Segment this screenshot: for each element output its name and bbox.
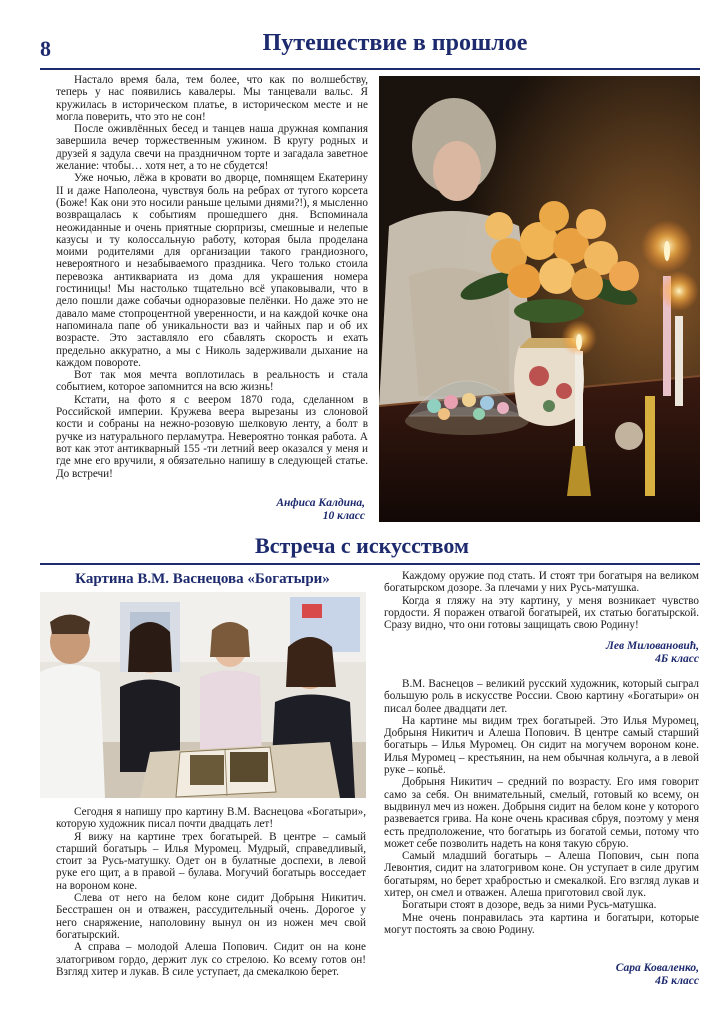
paragraph: Я вижу на картине трех богатырей. В центре – самый старший богатырь – Илья Муромец. Мудрый, справедливый, стоит за Русь-матушку. Одет он в булатные доспехи, в левой руке его щит, а в правой – булава. Могучий богатырь восседает на вороном коне. bbox=[56, 830, 366, 892]
author-name: Лев Миловановић, bbox=[605, 640, 699, 652]
paragraph: Уже ночью, лёжа в кровати во дворце, помнящем Екатерину II и даже Наполеона, чувствуя боль на ребрах от тугого корсета (Боже! Как они это носили раньше целыми днями?!), я мысленно возвращалась к событиям прошедшего дня. Вспоминала неожиданные и очень приятные сюрпризы, смешные и нелепые казусы и ту колоссальную работу, которая была проделана моими родителями для организации такого грандиозного, невероятного и незабываемого праздника. Чего только стоила перевозка антиквариата из дома для украшения номера гостиницы! Мы настолько тщательно всё упаковывали, что в дело пошли даже собачьи одноразовые пелёнки. Но даже это не давало маме стопроцентной уверенности, и на каждой кочке она напоминала папе об уникальности ваз и чайных пар и об их возрасте. Это заставляло его сбавлять скорость и ехать предельно аккуратно, а мы с Николь задерживали дыхание на каждом повороте. bbox=[56, 172, 368, 369]
author-name: Сара Коваленко, bbox=[615, 962, 699, 974]
page-number: 8 bbox=[40, 36, 51, 61]
section-rule bbox=[40, 563, 700, 565]
author-class: 10 класс bbox=[322, 510, 365, 522]
article-2-signature bbox=[520, 640, 699, 666]
article-2-continued-text bbox=[384, 570, 699, 631]
article-1-text bbox=[56, 74, 368, 480]
article-1-signature bbox=[200, 497, 365, 523]
header-rule bbox=[40, 68, 700, 70]
paragraph: Настало время бала, тем более, что как по волшебству, теперь у нас появились кавалеры. Мы танцевали вальс. Я кружилась в историческом платье, в историческом месте и не могла поверить, что это не сон! bbox=[56, 74, 368, 123]
children-reading-photo bbox=[40, 592, 366, 798]
paragraph: Кстати, на фото я с веером 1870 года, сделанном в Российской империи. Кружева веера вырезаны из слоновой кости и собраны на нежно-розовую шелковую ленту, а болт в ручке из натурального перламутра. Невероятно тонкая работа. А вот как этот антикварный 155 -ти летний веер оказался у меня и где мне его вручили, я обязательно напишу в следующей статье. До встречи! bbox=[56, 393, 368, 480]
paragraph: Самый младший богатырь – Алеша Попович, сын попа Левонтия, сидит на златогривом коне. Он уступает в силе другим богатырям, но берет храбростью и смекалкой. Его взгляд лукав и хитер, он смел и отважен. Алеша приготовил свой лук. bbox=[384, 850, 699, 900]
paragraph: На картине мы видим трех богатырей. Это Илья Муромец, Добрыня Никитич и Алеша Попович. В центре самый старший богатырь – Илья Муромец. Он сидит на могучем вороном коне. Илья Муромец – крестьянин, на нем обычная кольчуга, а в левой руке – копьё. bbox=[384, 714, 699, 777]
paragraph: Добрыня Никитич – средний по возрасту. Его имя говорит само за себя. Он внимательный, смелый, готовый ко всему, он выдвинул меч из ножен. Добрыня сидит на белом коне у которого развевается грива. На коне очень красивая сбруя, поэтому у меня есть предположение, что богатырь из богатой семьи, потому что может себе позволить надеть на коня такую сбрую. bbox=[384, 776, 699, 850]
paragraph: А справа – молодой Алеша Попович. Сидит он на коне златогривом гордо, держит лук со стрелою. Ко всему готов он! Взгляд хитер и лукав. В силе уступает, да смекалкою берет. bbox=[56, 941, 366, 978]
paragraph: После оживлённых бесед и танцев наша дружная компания завершила вечер торжественным ужином. В кругу родных и друзей я задула свечи на праздничном торте и загадала заветное желание: чтобы… хотя нет, а то не сбудется! bbox=[56, 123, 368, 173]
paragraph: Сегодня я напишу про картину В.М. Васнецова «Богатыри», которую художник писал почти двадцать лет! bbox=[56, 806, 366, 831]
article-2-text bbox=[56, 806, 366, 978]
paragraph: Богатыри стоят в дозоре, ведь за ними Русь-матушка. bbox=[402, 899, 657, 912]
article-subtitle: Картина В.М. Васнецова «Богатыри» bbox=[75, 571, 330, 587]
paragraph: Вот так моя мечта воплотилась в реальность и стала событием, которое запомнится на всю жизнь! bbox=[56, 369, 368, 394]
paragraph: В.М. Васнецов – великий русский художник, который сыграл большую роль в искусстве России. Свою картину «Богатыри» он писал более двадцати лет. bbox=[384, 678, 699, 715]
paragraph: Мне очень понравилась эта картина и богатыри, которые могут постоять за свою Родину. bbox=[384, 911, 699, 936]
article-3-text bbox=[384, 678, 699, 936]
author-name: Анфиса Калдина, bbox=[276, 497, 365, 509]
candlelit-roses-photo bbox=[379, 76, 700, 522]
paragraph: Слева от него на белом коне сидит Добрыня Никитич. Бесстрашен он и отважен, рассудительный очень. Дорогое у него снаряжение, наполовину вынул он из ножен меч свой богатырский. bbox=[56, 892, 366, 941]
section-title: Встреча с искусством bbox=[255, 533, 469, 558]
paragraph: Когда я гляжу на эту картину, у меня возникает чувство гордости. Я поражен отвагой богатырей, их статью богатырской. Сразу видно, что они готовы защищать свою Родину! bbox=[384, 594, 699, 632]
paragraph: Каждому оружие под стать. И стоят три богатыря на великом богатырском дозоре. За плечами у них Русь-матушка. bbox=[384, 570, 699, 595]
article-3-signature bbox=[520, 962, 699, 988]
author-class: 4Б класс bbox=[655, 975, 699, 987]
author-class: 4Б класс bbox=[655, 653, 699, 665]
page-title: Путешествие в прошлое bbox=[262, 30, 528, 56]
